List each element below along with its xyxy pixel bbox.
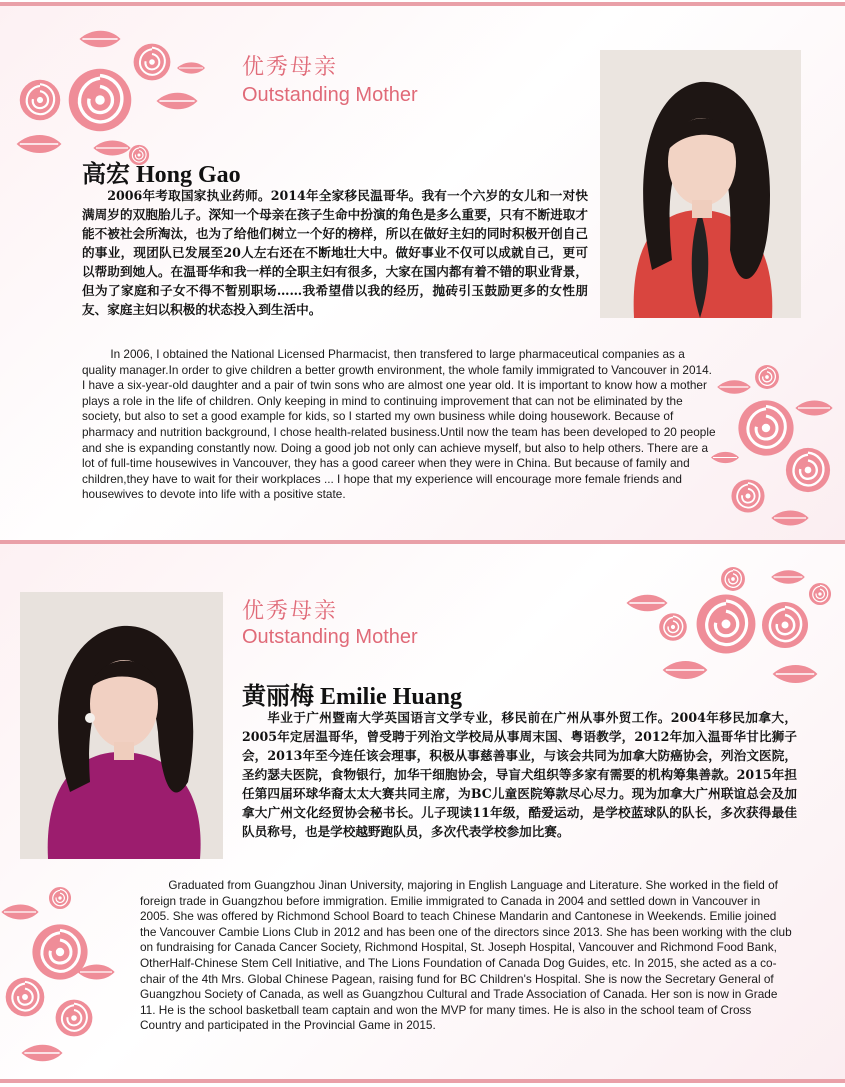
profile-bio-en: Graduated from Guangzhou Jinan University, majoring in English Language and Literature. She worked in the field of foreign trade in Guangzhou before immigration. Emilie immigrated to Canada in 2004 and settled down in Vancouver in 2005. She was offered by Richmond School Board to teach Chinese Mandarin and Cantonese in Weekends. Emilie joined the Vancouver Cambie Lions Club in 2012 and has been one of the directors since 2013. She has been working with the club on fundraising for Canada Cancer Society, Richmond Hospital, St. Joseph Hospital, Vancouver and Richmond Food Bank, OtherHalf-Chinese Stem Cell Initiative, and The Lions Foundation of Canada Dog Guides, etc. In 2015, she acted as a co-chair of the 4th Mrs. Global Chinese Pagean, raising fund for BC Children's Hospital. She is now the Secretary General of Guangzhou Society of Canada, as well as Guangzhou Cultural and Trade Association of Canada. Her son is now in Grade 11. He is the school basketball team captain and won the MVP for many times. He is also in the school team of Cross Country and participated in the Provincial Game in 2015. xyxy=(140,878,792,1033)
rose-decoration-icon xyxy=(710,338,845,538)
section-heading-en: Outstanding Mother xyxy=(242,626,418,648)
rose-decoration-icon xyxy=(0,872,120,1072)
rose-decoration-icon xyxy=(4,20,214,170)
rose-decoration-icon xyxy=(620,562,838,702)
portrait-photo xyxy=(600,50,801,318)
profile-bio-zh: 2006年考取国家执业药师。2014年全家移民温哥华。我有一个六岁的女儿和一对快满周岁的双胞胎儿子。深知一个母亲在孩子生命中扮演的角色是多么重要，只有不断进取才能不被社会所淘汰，也为了给他们树立一个好的榜样，所以在做好主妇的同时积极开创自己的事业，现团队已发展至20人左右还在不断地壮大中。做好事业不仅可以成就自己，更可以帮助到她人。在温哥华和我一样的全职主妇有很多，大家在国内都有着不错的职业背景，但为了家庭和子女不得不暂别职场……我希望借以我的经历，抛砖引玉鼓励更多的女性朋友、家庭主妇以积极的状态投入到生活中。 xyxy=(82,188,588,317)
profile-bio-en: In 2006, I obtained the National Licensed Pharmacist, then transfered to large pharmaceutical companies as a quality manager.In order to give children a better growth environment, the whole family immigrated to Vancouver in 2014. I have a six-year-old daughter and a pair of twin sons who are almost one year old. It is important to know how a mother plays a role in the life of children. Only keeping in mind to continuing improvement that can not be eliminated by the society, but also to set a good example for kids, so I started my own business while doing housework. Because of pharmacy and nutrition background, I chose health-related business.Until now the team has been developed to 20 people and she is expanding constantly now. Doing a good job not only can achieve myself, but also to help others. There are a lot of full-time housewives in Vancouver, they has a good career when they were in China. But because of family and children,they have to wait for their workplaces ... I hope that my experience will encourage more female friends and housewives to devote into life with a positive state. xyxy=(82,347,716,502)
section-heading-zh: 优秀母亲 xyxy=(242,55,339,80)
profile-bio-zh: 毕业于广州暨南大学英国语言文学专业，移民前在广州从事外贸工作。2004年移民加拿大，2005年定居温哥华，曾受聘于列治文学校局从事周末国、粤语教学，2012年加入温哥华甘比狮子会，2013年至今连任该会理事，积极从事慈善事业，与该会共同为加拿大防癌协会，列治文医院，圣约瑟夫医院，食物银行，加华干细胞协会，导盲犬组织等多家有需要的机构筹集善款。2015年担任第四届环球华裔太太大赛共同主席，为BC儿童医院筹款尽心尽力。现为加拿大广州联谊总会及加拿大广州文化经贸协会秘书长。儿子现读11年级，酷爱运动，是学校蓝球队的队长，多次获得最佳队员称号，也是学校越野跑队员，多次代表学校参加比赛。 xyxy=(242,710,797,839)
profile-name: 黄丽梅 Emilie Huang xyxy=(242,684,463,710)
bottom-rule xyxy=(0,1079,845,1083)
section-heading-zh: 优秀母亲 xyxy=(242,599,339,624)
profile-name: 高宏 Hong Gao xyxy=(82,162,241,188)
portrait-photo xyxy=(20,592,223,859)
section-heading-en: Outstanding Mother xyxy=(242,84,418,106)
